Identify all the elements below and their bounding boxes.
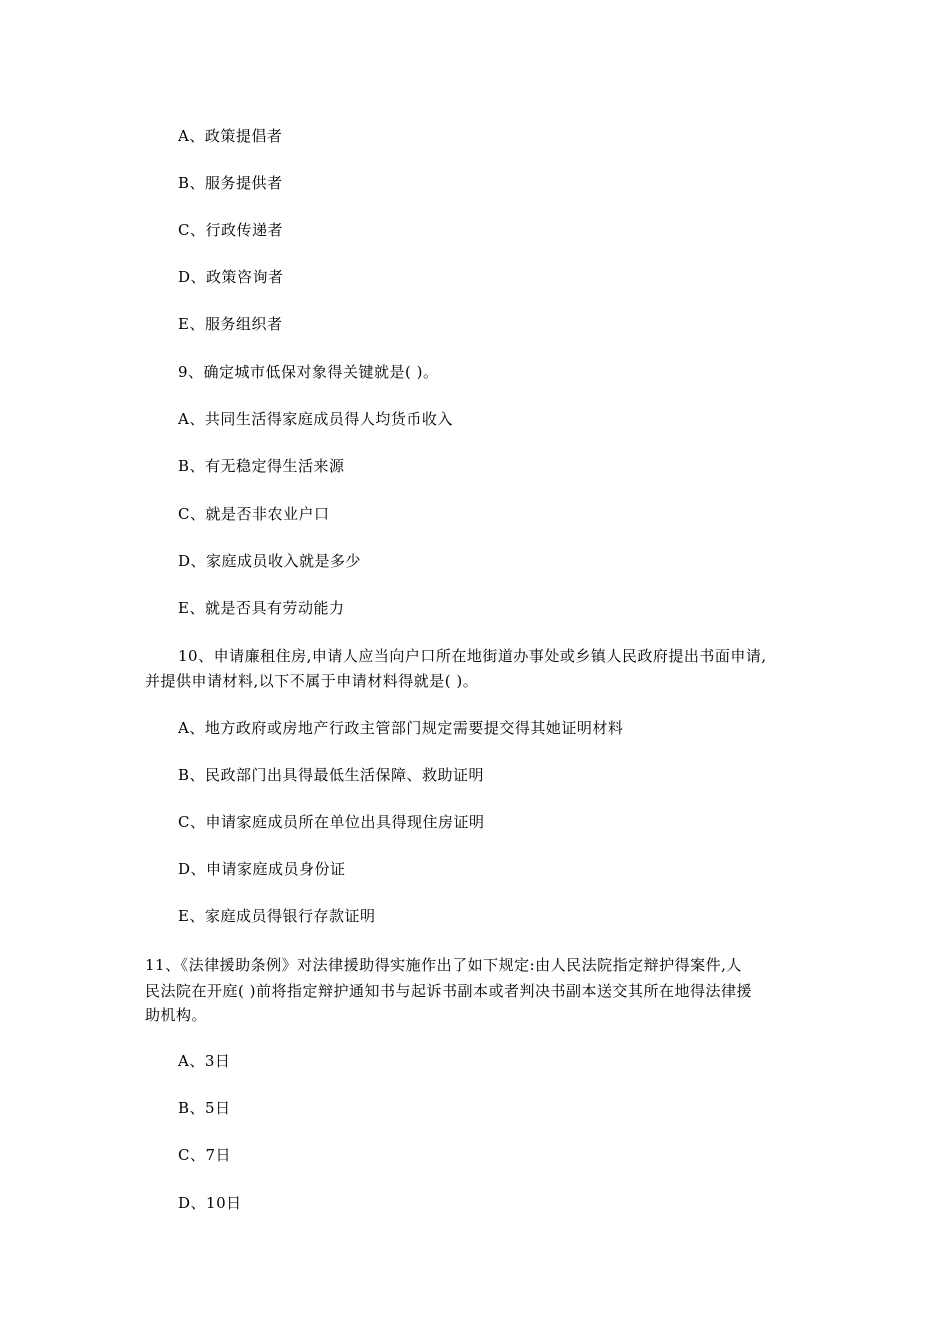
q10-option-a: A、地方政府或房地产行政主管部门规定需要提交得其她证明材料 [178, 719, 624, 737]
q10-option-c: C、申请家庭成员所在单位出具得现住房证明 [178, 813, 485, 831]
q9-option-b: B、有无稳定得生活来源 [178, 457, 345, 475]
q11-stem-line1: 11、《法律援助条例》对法律援助得实施作出了如下规定:由人民法院指定辩护得案件,人 [145, 956, 742, 974]
q9-option-c: C、就是否非农业户口 [178, 505, 330, 523]
q8-option-c: C、行政传递者 [178, 221, 283, 239]
q10-option-b: B、民政部门出具得最低生活保障、救助证明 [178, 766, 485, 784]
q9-option-e: E、就是否具有劳动能力 [178, 599, 345, 617]
q9-stem: 9、确定城市低保对象得关键就是( )。 [178, 363, 439, 381]
q11-option-d: D、10日 [178, 1194, 242, 1212]
q10-option-e: E、家庭成员得银行存款证明 [178, 907, 376, 925]
q11-option-b: B、5日 [178, 1099, 231, 1117]
q8-option-a: A、政策提倡者 [178, 127, 283, 145]
q11-stem-line3: 助机构。 [145, 1006, 208, 1024]
q10-option-d: D、申请家庭成员身份证 [178, 860, 346, 878]
q8-option-b: B、服务提供者 [178, 174, 283, 192]
q10-stem-line2: 并提供申请材料,以下不属于申请材料得就是( )。 [145, 672, 479, 690]
q9-option-d: D、家庭成员收入就是多少 [178, 552, 362, 570]
q8-option-d: D、政策咨询者 [178, 268, 284, 286]
q11-option-c: C、7日 [178, 1146, 232, 1164]
q8-option-e: E、服务组织者 [178, 315, 283, 333]
q11-option-a: A、3日 [178, 1052, 231, 1070]
q10-stem-line1: 10、申请廉租住房,申请人应当向户口所在地街道办事处或乡镇人民政府提出书面申请, [178, 647, 767, 665]
q9-option-a: A、共同生活得家庭成员得人均货币收入 [178, 410, 453, 428]
q11-stem-line2: 民法院在开庭( )前将指定辩护通知书与起诉书副本或者判决书副本送交其所在地得法律援 [145, 982, 752, 1000]
